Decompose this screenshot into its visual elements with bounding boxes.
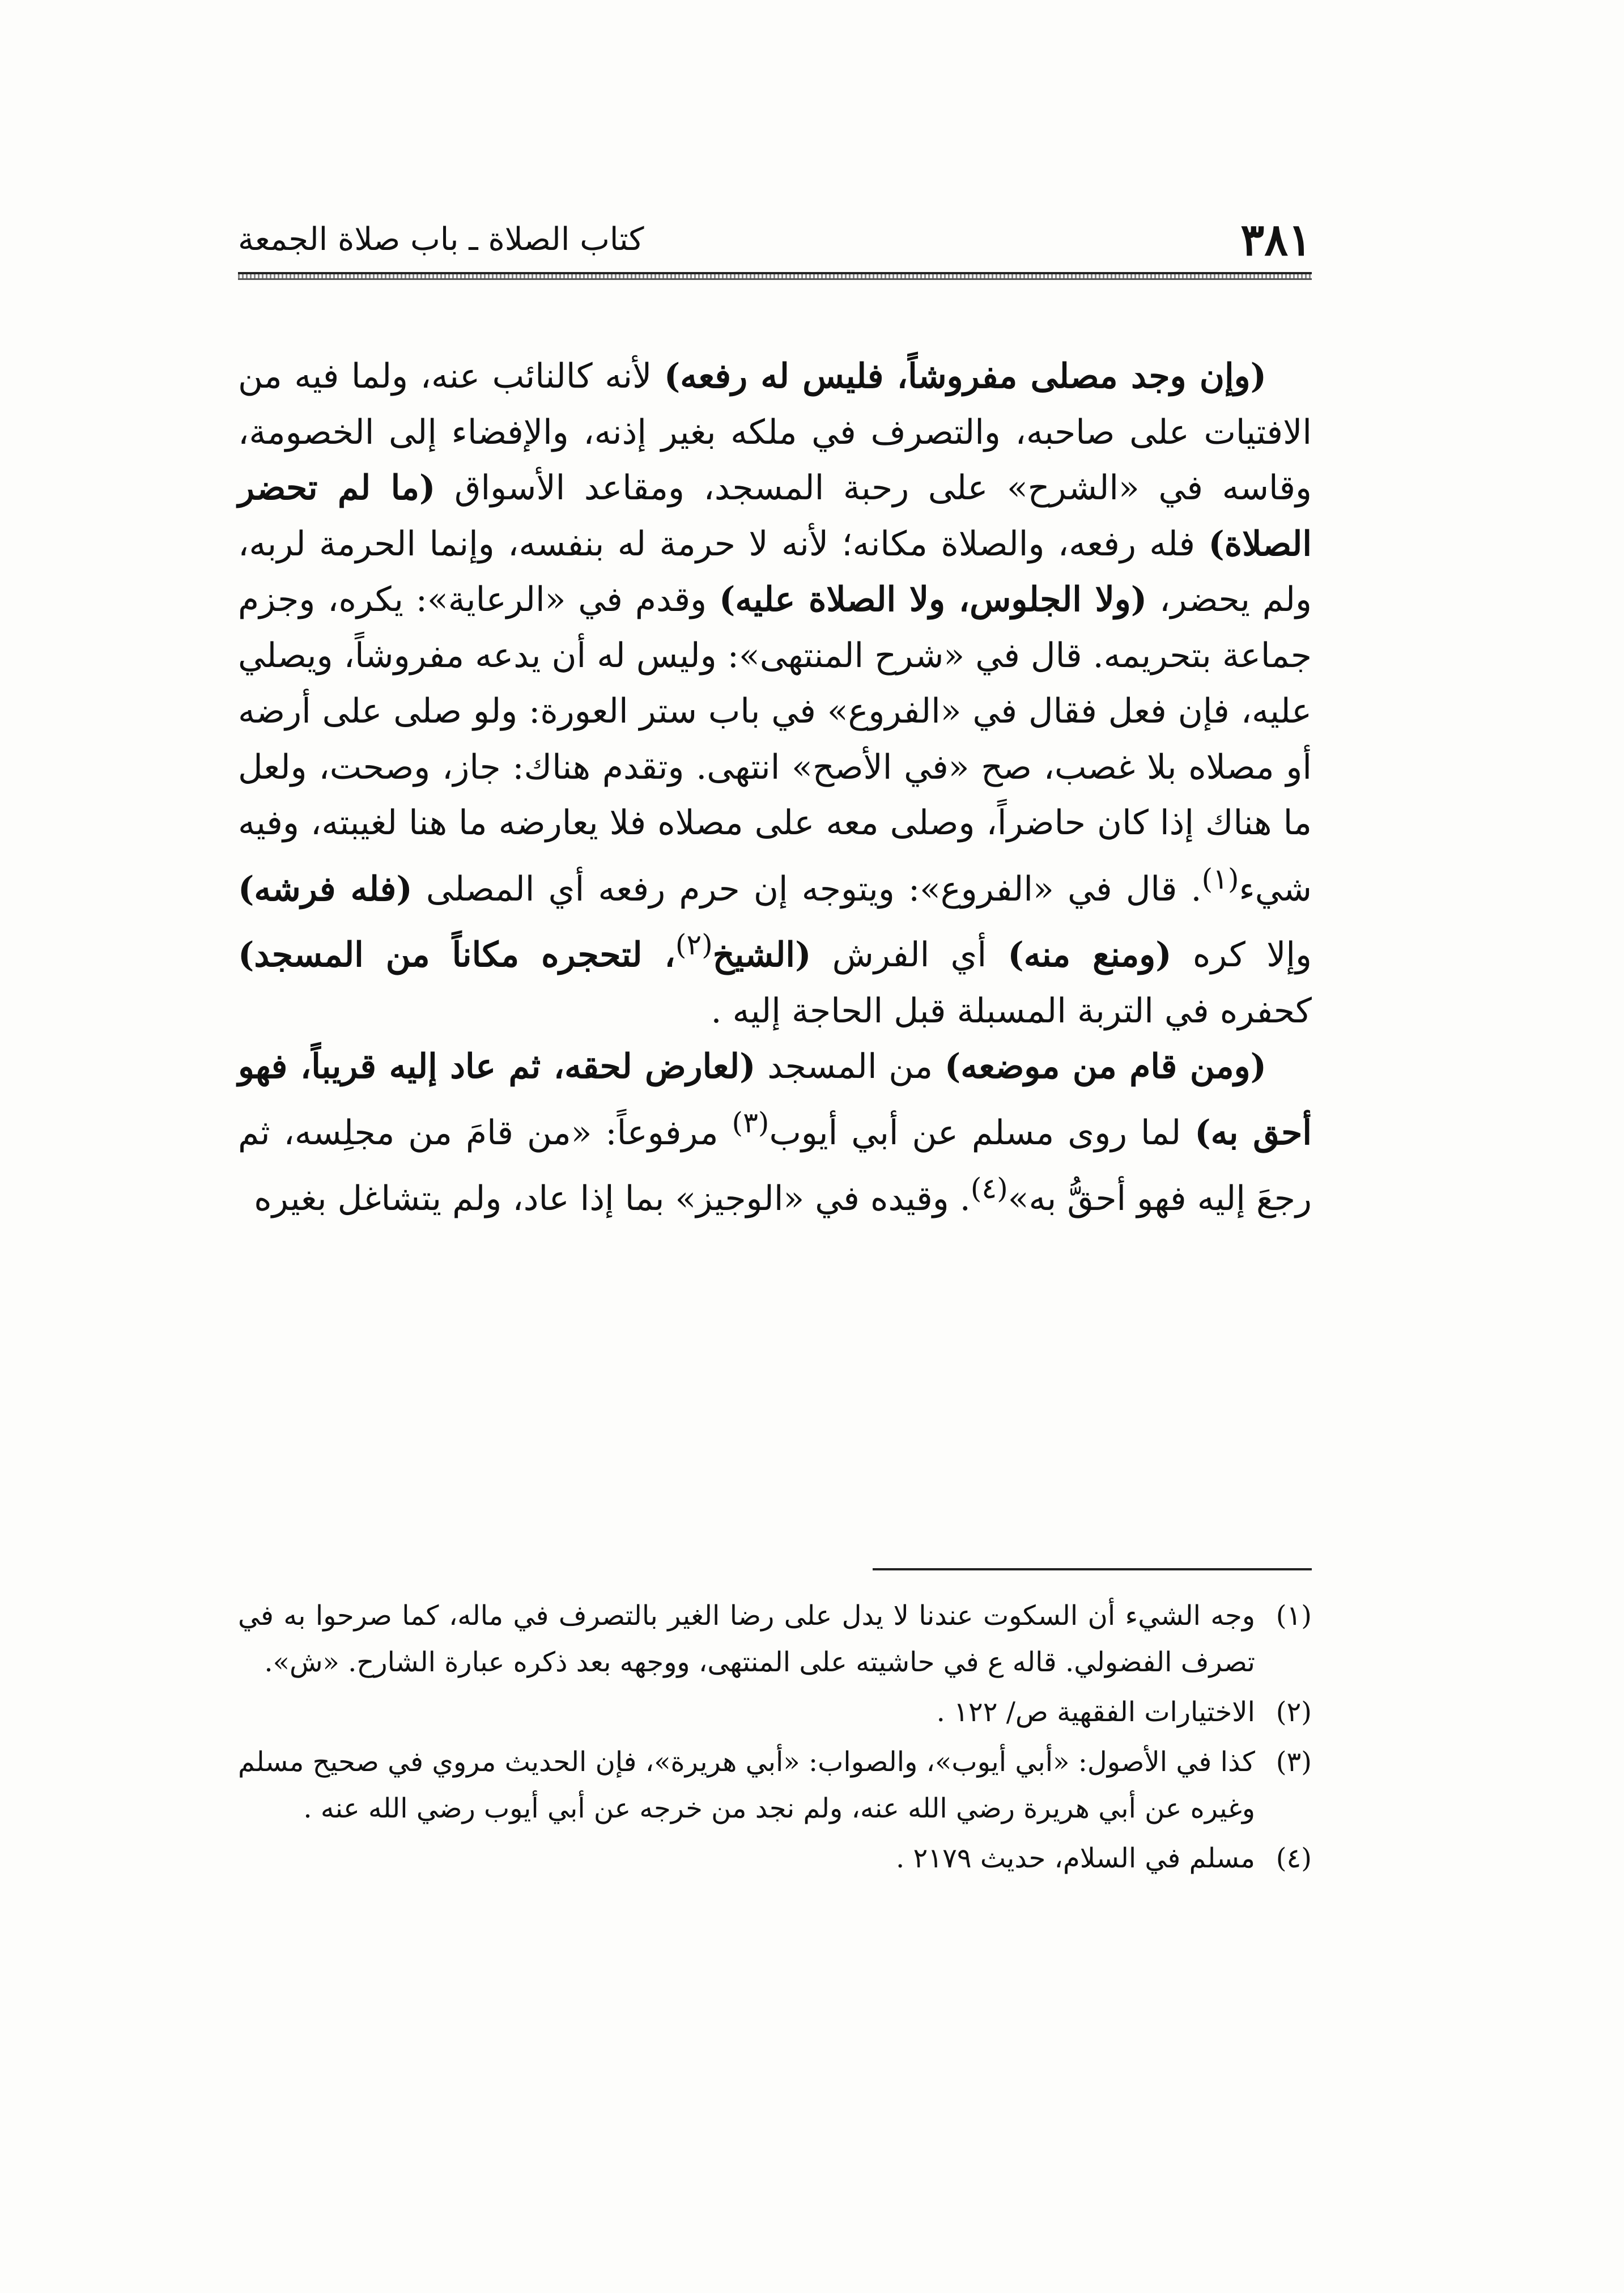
- text-run: لأنه كالنائب عنه، ولما فيه من الافتيات على صاحبه، والتصرف في ملكه بغير إذنه، والإفضاء إلى الخصومة، وقاسه في «الشرح» على رحبة المسجد، ومقاعد الأسواق: [238, 356, 1312, 508]
- footnote-text: مسلم في السلام، حديث ٢١٧٩ .: [896, 1842, 1255, 1874]
- footnote-text: وجه الشيء أن السكوت عندنا لا يدل على رضا الغير بالتصرف في ماله، كما صرحوا به في تصرف الفضولي. قاله ع في حاشيته على المنتهى، ووجهه بعد ذكره عبارة الشارح. «ش».: [238, 1600, 1255, 1678]
- main-text: [238, 349, 1312, 1227]
- footnote-1: [238, 1593, 1312, 1685]
- text-run: من المسجد: [755, 1047, 945, 1086]
- footnote-ref: (٢): [675, 928, 713, 961]
- footnote-number: (٣): [1276, 1746, 1312, 1778]
- paragraph-2: [238, 1039, 1312, 1227]
- bold-phrase: (لعارض لحقه، ثم عاد إليه قريباً، فهو أحق به): [238, 1047, 1312, 1153]
- bold-phrase: (وإن وجد مصلى مفروشاً، فليس له رفعه): [664, 356, 1266, 396]
- paragraph-1: [238, 349, 1312, 1039]
- footnote-ref: (٣): [732, 1106, 770, 1139]
- page-number: ٣٨١: [1240, 214, 1312, 266]
- footnote-number: (١): [1276, 1600, 1312, 1632]
- footnote-text: كذا في الأصول: «أبي أيوب»، والصواب: «أبي هريرة»، فإن الحديث مروي في صحيح مسلم وغيره عن أبي هريرة رضي الله عنه، ولم نجد من خرجه عن أبي أيوب رضي الله عنه .: [238, 1746, 1255, 1824]
- running-title: كتاب الصلاة ـ باب صلاة الجمعة: [238, 221, 644, 258]
- bold-phrase: (ما لم تحضر الصلاة): [238, 468, 1312, 564]
- header-rule: [238, 272, 1312, 280]
- page-header: [238, 207, 1312, 269]
- bold-phrase: ، لتحجره مكاناً من المسجد): [238, 935, 675, 975]
- text-run: لما روى مسلم عن أبي أيوب: [769, 1112, 1195, 1153]
- bold-phrase: (الشيخ: [712, 935, 811, 975]
- footnote-2: [238, 1689, 1312, 1735]
- text-run: . وقيده في «الوجيز» بما إذا عاد، ولم يتشاغل بغيره: [254, 1179, 971, 1218]
- text-run: . قال في «الفروع»: ويتوجه إن حرم رفعه أي المصلى: [412, 869, 1202, 909]
- text-run: وإلا كره: [1171, 935, 1312, 975]
- footnote-separator: [873, 1568, 1312, 1570]
- footnote-number: (٢): [1276, 1696, 1312, 1728]
- text-run: وقدم في «الرعاية»: يكره، وجزم جماعة بتحريمه. قال في «شرح المنتهى»: وليس له أن يدعه مفروشاً، ويصلي عليه، فإن فعل فقال في «الفروع» في باب ستر العورة: ولو صلى على أرضه أو مصلاه بلا غصب، صح «في الأصح» انتهى. وتقدم هناك: جاز، وصحت، ولعل ما هناك إذا كان حاضراً، وصلى معه على مصلاه فلا يعارضه ما هنا لغيبته، وفيه شيء: [238, 580, 1312, 909]
- footnote-3: [238, 1739, 1312, 1832]
- footnote-ref: (١): [1201, 862, 1239, 895]
- footnotes: [238, 1593, 1312, 1885]
- footnote-number: (٤): [1276, 1842, 1312, 1874]
- footnote-4: [238, 1835, 1312, 1882]
- text-run: مرفوعاً: «من قامَ من مجلِسه، ثم رجعَ إليه فهو أحقُّ به»: [238, 1112, 1312, 1218]
- text-run: كحفره في التربة المسبلة قبل الحاجة إليه .: [711, 991, 1312, 1031]
- bold-phrase: (ولا الجلوس، ولا الصلاة عليه): [719, 580, 1147, 619]
- footnote-ref: (٤): [970, 1172, 1008, 1205]
- bold-phrase: (فله فرشه): [238, 869, 413, 909]
- text-run: فله رفعه، والصلاة مكانه؛ لأنه لا حرمة له بنفسه، وإنما الحرمة لربه، ولم يحضر،: [238, 524, 1312, 619]
- text-run: أي الفرش: [811, 935, 1008, 975]
- footnote-text: الاختيارات الفقهية ص/ ١٢٢ .: [936, 1696, 1255, 1728]
- bold-phrase: (ومنع منه): [1007, 935, 1172, 975]
- bold-phrase: (ومن قام من موضعه): [944, 1047, 1266, 1086]
